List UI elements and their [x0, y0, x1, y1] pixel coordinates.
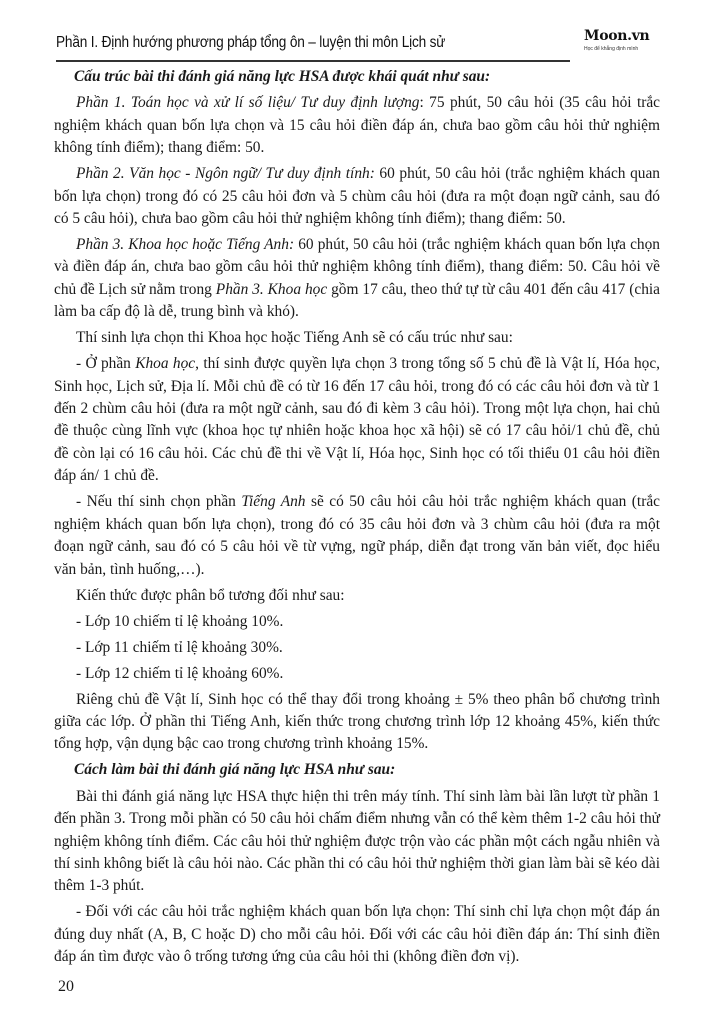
- paragraph-science: [54, 353, 660, 487]
- part3-text-b: gồm 17 câu, theo thứ tự từ câu 401 đến câu 417 (chia làm ba cấp độ là dễ, trung bình và khó).: [54, 280, 661, 321]
- document-body: [54, 66, 660, 972]
- paragraph-part1: [54, 92, 660, 159]
- paragraph-method-2: - Đối với các câu hỏi trắc nghiệm khách quan bốn lựa chọn: Thí sinh chỉ lựa chọn một đáp án đúng duy nhất (A, B, C hoặc D) cho mỗi câu hỏi. Đối với các câu hỏi điền đáp án: Thí sinh điền đáp án tìm được vào ô trống tương ứng của câu hỏi thi (không điền đơn vị).: [54, 903, 660, 966]
- grade-item: - Lớp 11 chiếm tỉ lệ khoảng 30%.: [76, 638, 283, 656]
- paragraph-knowledge-intro: Kiến thức được phân bổ tương đối như sau:: [76, 586, 345, 604]
- paragraph-choice-intro: Thí sinh lựa chọn thi Khoa học hoặc Tiếng Anh sẽ có cấu trúc như sau:: [76, 329, 513, 347]
- logo-tagline: Học để khẳng định mình: [584, 46, 639, 52]
- part2-label: Phần 2. Văn học - Ngôn ngữ/ Tư duy định tính:: [76, 165, 375, 183]
- page-header: [56, 30, 570, 60]
- section-heading-method: Cách làm bài thi đánh giá năng lực HSA như sau:: [74, 761, 396, 779]
- paragraph-english: [54, 491, 660, 581]
- grade-item: - Lớp 12 chiếm tỉ lệ khoảng 60%.: [76, 664, 284, 682]
- science-italic: Khoa học: [135, 355, 196, 373]
- science-text-a: - Ở phần: [76, 355, 136, 373]
- paragraph-part3: [54, 234, 660, 324]
- grade-item: - Lớp 10 chiếm tỉ lệ khoảng 10%.: [76, 612, 284, 630]
- moon-logo: [584, 28, 674, 52]
- paragraph-part2: [54, 163, 660, 230]
- science-text-b: , thí sinh được quyền lựa chọn 3 trong tổng số 5 chủ đề là Vật lí, Hóa học, Sinh học, Lịch sử, Địa lí. Mỗi chủ đề có từ 16 đến 17 câu hỏi, trong đó có các câu hỏi đơn và từ 1 đến 2 chùm câu hỏi (đưa ra một ngữ cảnh, sau đó đi kèm 3 câu hỏi). Trong một lựa chọn, hai chủ đề thuộc cùng lĩnh vực (khoa học tự nhiên hoặc khoa học xã hội) sẽ có 17 câu hỏi/1 chủ đề, chủ đề còn lại có 16 câu hỏi. Các chủ đề thi về Vật lí, Hóa học, Sinh học có tối thiểu 01 câu hỏi điền đáp án/ 1 chủ đề.: [54, 355, 661, 485]
- paragraph-method-1: Bài thi đánh giá năng lực HSA thực hiện thi trên máy tính. Thí sinh làm bài lần lượt từ phần 1 đến phần 3. Trong mỗi phần có 50 câu hỏi chấm điểm nhưng vẫn có thể kèm thêm 1-2 câu hỏi thử nghiệm không tính điểm. Các câu hỏi thử nghiệm được trộn vào các phần một cách ngẫu nhiên và thí sinh không biết là câu hỏi nào. Các phần thi có câu hỏi thử nghiệm thời gian làm bài sẽ kéo dài thêm 1-3 phút.: [54, 787, 660, 895]
- header-divider: [56, 60, 570, 62]
- part3-label: Phần 3. Khoa học hoặc Tiếng Anh:: [76, 236, 295, 254]
- part3-text-a: 60 phút, 50 câu hỏi (trắc nghiệm khách quan bốn lựa chọn và điền đáp án, chưa bao gồm câu hỏi thử nghiệm không tính điểm), thang điểm: 50. Câu hỏi về chủ đề Lịch sử nằm trong: [54, 236, 660, 298]
- paragraph-note: Riêng chủ đề Vật lí, Sinh học có thể thay đổi trong khoảng ± 5% theo phân bổ chương trình giữa các lớp. Ở phần thi Tiếng Anh, kiến thức trong chương trình lớp 12 khoảng 45%, kiến thức tổng hợp, vận dụng bậc cao trong chương trình khoảng 15%.: [54, 690, 660, 753]
- section-heading-structure: Cấu trúc bài thi đánh giá năng lực HSA được khái quát như sau:: [74, 68, 491, 85]
- english-text-a: - Nếu thí sinh chọn phần: [76, 493, 242, 511]
- part1-text: : 75 phút, 50 câu hỏi (35 câu hỏi trắc nghiệm khách quan bốn lựa chọn và 15 câu hỏi điền đáp án, chưa bao gồm câu hỏi thử nghiệm không tính điểm); thang điểm: 50.: [54, 94, 661, 157]
- part3-italic: Phần 3. Khoa học: [215, 280, 328, 298]
- part1-label: Phần 1. Toán học và xử lí số liệu/ Tư duy định lượng: [76, 94, 420, 112]
- english-text-b: sẽ có 50 câu hỏi câu hỏi trắc nghiệm khách quan (trắc nghiệm khách quan bốn lựa chọn), trong đó có 35 câu hỏi đơn và 3 chùm câu hỏi (đưa ra một đoạn ngữ cảnh, sau đó có 5 câu hỏi về từ vựng, ngữ pháp, diễn đạt trong văn bản viết, đọc hiểu văn bản, tình huống,…).: [54, 493, 660, 578]
- english-italic: Tiếng Anh: [241, 493, 306, 511]
- logo-text: Moon.vn: [584, 28, 650, 44]
- page-number: 20: [58, 978, 74, 995]
- part2-text: 60 phút, 50 câu hỏi (trắc nghiệm khách quan bốn lựa chọn) trong đó có 25 câu hỏi đơn và 5 chùm câu hỏi (đưa ra một đoạn ngữ cảnh, sau đó có 5 câu hỏi), chưa bao gồm câu hỏi thử nghiệm không tính điểm); thang điểm: 50.: [54, 165, 660, 228]
- header-title: Phần I. Định hướng phương pháp tổng ôn – luyện thi môn Lịch sử: [56, 34, 446, 51]
